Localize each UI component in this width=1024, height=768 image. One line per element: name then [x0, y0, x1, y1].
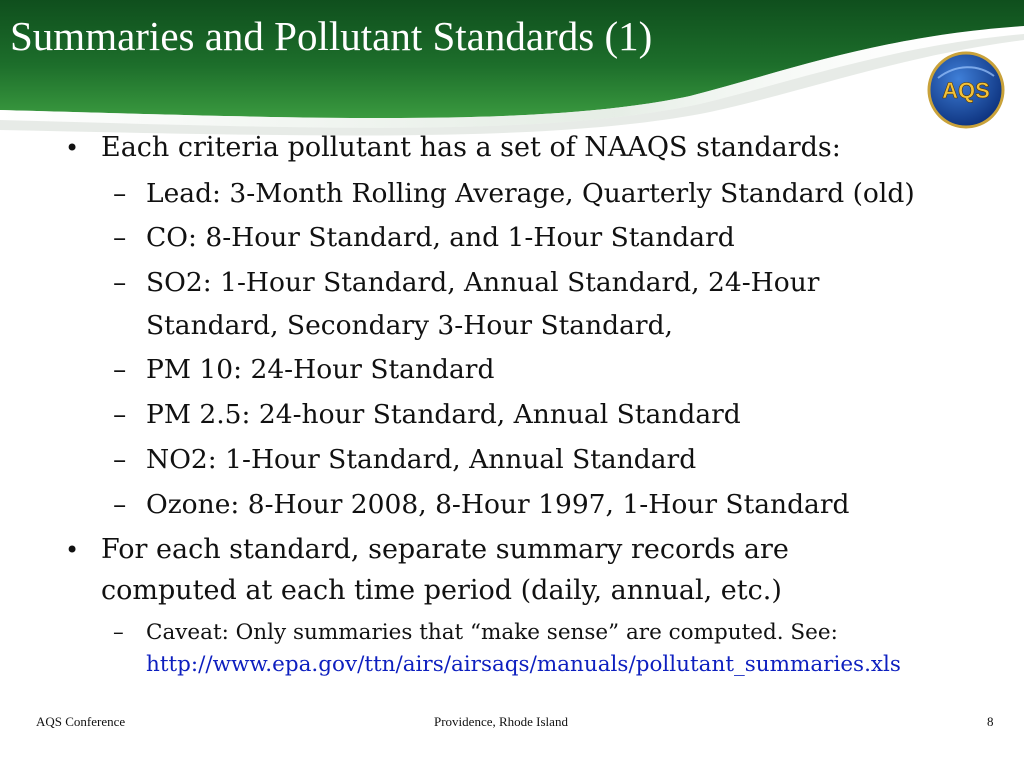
- dash-marker: –: [113, 444, 127, 475]
- sub-bullet-text: PM 2.5: 24-hour Standard, Annual Standard: [146, 399, 741, 430]
- dash-marker: –: [113, 354, 127, 385]
- dash-marker: –: [113, 620, 124, 645]
- bullet-item: [65, 128, 841, 168]
- sub-bullet-item: [113, 261, 820, 304]
- sub-bullet-item: [113, 216, 735, 259]
- dash-marker: –: [113, 222, 127, 253]
- footer-center: Providence, Rhode Island: [434, 714, 568, 729]
- sub-bullet-continuation: [146, 304, 673, 347]
- dash-marker: –: [113, 489, 127, 520]
- svg-text:AQS: AQS: [942, 78, 990, 103]
- bullet-marker: •: [65, 536, 80, 564]
- slide-title: Summaries and Pollutant Standards (1): [10, 13, 653, 59]
- sub-bullet-text: Ozone: 8-Hour 2008, 8-Hour 1997, 1-Hour Standard: [146, 489, 850, 520]
- dash-marker: –: [113, 267, 127, 298]
- dash-marker: –: [113, 399, 127, 430]
- sub-bullet-item: [113, 172, 915, 215]
- bullet-text: computed at each time period (daily, annual, etc.): [101, 575, 782, 606]
- sub-bullet-text: PM 10: 24-Hour Standard: [146, 354, 495, 385]
- bullet-item: [65, 530, 789, 570]
- bullet-text: Each criteria pollutant has a set of NAAQS standards:: [101, 132, 841, 163]
- bullet-continuation: [101, 571, 782, 611]
- footer-page-number: 8: [987, 714, 994, 729]
- sub-bullet-text: NO2: 1-Hour Standard, Annual Standard: [146, 444, 697, 475]
- bullet-marker: •: [65, 134, 80, 162]
- pollutant-summaries-link-line: [146, 649, 901, 681]
- dash-marker: –: [113, 178, 127, 209]
- sub-bullet-text: Standard, Secondary 3-Hour Standard,: [146, 310, 673, 341]
- sub-bullet-item: [113, 438, 697, 481]
- sub-bullet-item: [113, 348, 495, 391]
- sub-bullet-text: SO2: 1-Hour Standard, Annual Standard, 24-Hour: [146, 267, 820, 298]
- sub-bullet-item: [113, 393, 741, 436]
- aqs-logo: [926, 50, 1006, 130]
- footer-left: AQS Conference: [36, 714, 126, 729]
- pollutant-summaries-link[interactable]: http://www.epa.gov/ttn/airs/airsaqs/manuals/pollutant_summaries.xls: [146, 652, 901, 677]
- sub-bullet-text: Lead: 3-Month Rolling Average, Quarterly Standard (old): [146, 178, 915, 209]
- sub-bullet-text: CO: 8-Hour Standard, and 1-Hour Standard: [146, 222, 735, 253]
- bullet-text: For each standard, separate summary records are: [101, 534, 789, 565]
- sub-bullet-text: Caveat: Only summaries that “make sense” are computed. See:: [146, 620, 838, 645]
- sub-bullet-item: [113, 483, 850, 526]
- sub-bullet-item: [113, 617, 838, 649]
